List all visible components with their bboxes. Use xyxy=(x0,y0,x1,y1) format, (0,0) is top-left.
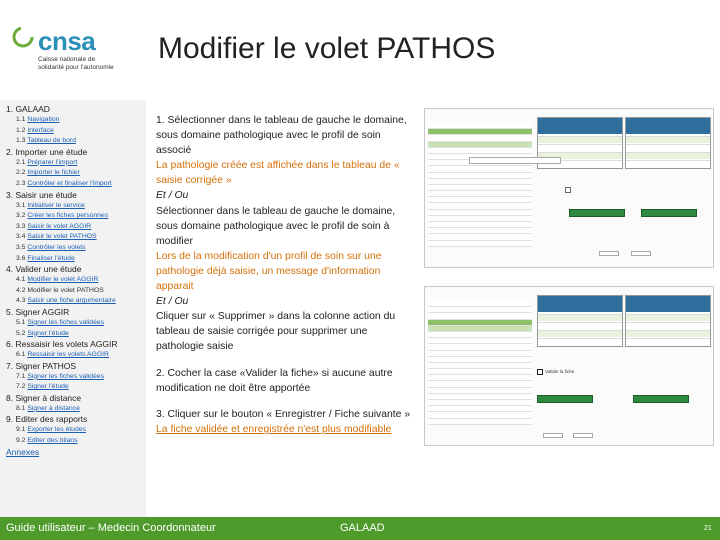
toc-item[interactable] xyxy=(6,350,142,361)
toc-item-number: 2.3 xyxy=(16,179,26,187)
toc-item[interactable] xyxy=(6,211,142,222)
toc-item[interactable] xyxy=(6,168,142,179)
logo-subtitle: Caisse nationale de solidarité pour l'autonomie xyxy=(38,56,114,71)
valider-checkbox-label: Valider la fiche xyxy=(545,369,575,374)
toc-item[interactable] xyxy=(6,404,142,415)
toc-item-number: 3.2 xyxy=(16,212,26,220)
toc-item[interactable] xyxy=(6,126,142,137)
toc-item-number: 7.1 xyxy=(16,372,26,380)
toc-item[interactable] xyxy=(6,136,142,147)
toc-item-link[interactable]: Tableau de bord xyxy=(27,137,76,145)
toc-section[interactable]: 7. Signer PATHOS xyxy=(6,360,77,371)
toc-item-current[interactable] xyxy=(6,286,142,297)
step-1-info-message: Lors de la modification d'un profil de soin sur une pathologie déjà saisie, un message d'information apparait xyxy=(156,250,382,293)
pagination-control[interactable] xyxy=(543,433,563,438)
pathology-tree xyxy=(428,301,532,425)
valider-checkbox[interactable] xyxy=(565,187,571,193)
toc-item-number: 3.3 xyxy=(16,222,26,230)
toc-item-link[interactable]: Saisir le volet AGGIR xyxy=(27,222,92,230)
toc-item-number: 3.4 xyxy=(16,233,26,241)
toc-item-link[interactable]: Interface xyxy=(27,126,54,134)
step-3-note: La fiche validée et enregistrée n'est plus modifiable xyxy=(156,423,392,435)
toc-item-link[interactable]: Saisir le volet PATHOS xyxy=(27,233,97,241)
valider-checkbox[interactable] xyxy=(537,369,543,375)
step-1-text: 1. Sélectionner dans le tableau de gauche le domaine, sous domaine pathologique avec le profil de soin associé xyxy=(156,115,407,157)
pagination-control[interactable] xyxy=(631,251,651,256)
toc-section[interactable]: 9. Editer des rapports xyxy=(6,414,88,425)
step-1-result: La pathologie créée est affichée dans le tableau de « saisie corrigée » xyxy=(156,160,400,187)
toc-section[interactable]: 1. GALAAD xyxy=(6,104,50,114)
screenshot-pathos-table xyxy=(424,108,714,268)
step-1-modify: Sélectionner dans le tableau de gauche le domaine, sous domaine pathologique avec le profil de soin à modifier xyxy=(156,205,396,247)
toc-item-link[interactable]: Exporter les études xyxy=(27,426,86,434)
toc-item-link[interactable]: Contrôler les volets xyxy=(27,243,86,251)
step-2-text: 2. Cocher la case «Valider la fiche» si aucune autre modification ne doit être apportée xyxy=(156,367,393,394)
step-3-text: 3. Cliquer sur le bouton « Enregistrer / Fiche suivante » xyxy=(156,408,411,420)
toc-item-number: 4.2 xyxy=(16,286,26,294)
toc-annexes-link[interactable]: Annexes xyxy=(6,446,40,457)
or-separator: Et / Ou xyxy=(156,190,189,202)
toc-item-link[interactable]: Modifier le volet PATHOS xyxy=(27,286,104,294)
toc-item-number: 1.3 xyxy=(16,137,26,145)
toc-item-link[interactable]: Editer des bilans xyxy=(27,437,78,445)
fiche-suivante-button[interactable] xyxy=(641,209,697,217)
or-separator: Et / Ou xyxy=(156,296,189,308)
toc-section[interactable]: 5. Signer AGGIR xyxy=(6,306,70,317)
toc-item[interactable] xyxy=(6,115,142,126)
cnsa-logo-mark-icon xyxy=(12,26,34,48)
toc-item-link[interactable]: Initialiser le service xyxy=(27,201,85,209)
saisie-table xyxy=(537,295,623,347)
toc-item-number: 7.2 xyxy=(16,383,26,391)
toc-item[interactable] xyxy=(6,296,142,307)
toc-item-link[interactable]: Finaliser l'étude xyxy=(27,254,75,262)
toc-item-number: 3.1 xyxy=(16,201,26,209)
toc-item[interactable] xyxy=(6,382,142,393)
toc-item-link[interactable]: Signer l'étude xyxy=(27,383,69,391)
toc-item[interactable] xyxy=(6,372,142,383)
fiche-suivante-button[interactable] xyxy=(633,395,689,403)
toc-item[interactable] xyxy=(6,158,142,169)
toc-section[interactable]: 4. Valider une étude xyxy=(6,264,82,275)
cnsa-logo xyxy=(8,20,118,80)
enregistrer-button[interactable] xyxy=(569,209,625,217)
toc-item-number: 8.1 xyxy=(16,404,26,412)
footer xyxy=(0,517,720,540)
toc-section[interactable]: 3. Saisir une étude xyxy=(6,189,77,200)
toc-item-number: 2.1 xyxy=(16,158,26,166)
page-number: 21 xyxy=(704,525,712,532)
step-1-delete: Cliquer sur « Supprimer » dans la colonne action du tableau de saisie corrigée pour supprimer une pathologie saisie xyxy=(156,311,396,353)
toc-item-number: 3.6 xyxy=(16,254,26,262)
toc-item[interactable] xyxy=(6,275,142,286)
toc-item-number: 5.1 xyxy=(16,318,26,326)
pagination-control[interactable] xyxy=(573,433,593,438)
pathology-tree xyxy=(428,123,532,247)
footer-app-name: GALAAD xyxy=(340,522,385,534)
toc-item-number: 6.1 xyxy=(16,351,26,359)
toc-item-link[interactable]: Signer les fiches validées xyxy=(27,318,105,326)
toc-item-number: 1.2 xyxy=(16,126,26,134)
toc-item[interactable] xyxy=(6,222,142,233)
toc-item-number: 3.5 xyxy=(16,243,26,251)
toc-item[interactable] xyxy=(6,201,142,212)
toc-item-link[interactable]: Préparer l'import xyxy=(27,158,78,166)
toc-item-link[interactable]: Navigation xyxy=(27,116,60,123)
toc-item[interactable] xyxy=(6,254,142,265)
toc-item[interactable] xyxy=(6,232,142,243)
saisie-corrigee-table xyxy=(625,117,711,169)
saisie-corrigee-table xyxy=(625,295,711,347)
toc-item-link[interactable]: Contrôler et finaliser l'import xyxy=(27,179,112,187)
footer-guide-title: Guide utilisateur – Medecin Coordonnateur xyxy=(6,522,216,534)
toc-item[interactable] xyxy=(6,179,142,190)
toc-item-link[interactable]: Créer les fiches personnes xyxy=(27,212,109,220)
toc-item-link[interactable]: Signer les fiches validées xyxy=(27,372,105,380)
instructions-panel xyxy=(156,113,414,437)
screenshot-validation xyxy=(424,286,714,446)
toc-item-number: 9.2 xyxy=(16,437,26,445)
logo-wordmark: cnsa xyxy=(38,26,96,56)
table-of-contents xyxy=(0,100,146,517)
enregistrer-button[interactable] xyxy=(537,395,593,403)
toc-item-number: 5.2 xyxy=(16,329,26,337)
toc-item[interactable] xyxy=(6,243,142,254)
toc-item[interactable] xyxy=(6,318,142,329)
info-message-popup xyxy=(469,157,561,164)
toc-section[interactable]: 6. Ressaisir les volets AGGIR xyxy=(6,339,118,350)
toc-item[interactable] xyxy=(6,425,142,436)
toc-section[interactable]: 8. Signer à distance xyxy=(6,392,82,403)
toc-item-link[interactable]: Modifier le volet AGGIR xyxy=(27,276,99,284)
toc-item-link[interactable]: Ressaisir les volets AGGIR xyxy=(27,351,109,359)
page-title: Modifier le volet PATHOS xyxy=(158,32,496,65)
toc-item-link[interactable]: Signer l'étude xyxy=(27,329,69,337)
screenshot-header xyxy=(428,291,538,299)
toc-item-link[interactable]: Signer à distance xyxy=(27,404,80,412)
pagination-control[interactable] xyxy=(599,251,619,256)
toc-item-number: 2.2 xyxy=(16,169,26,177)
screenshot-header xyxy=(428,113,538,121)
toc-item[interactable] xyxy=(6,329,142,340)
toc-item-link[interactable]: Saisir une fiche argumentaire xyxy=(27,297,116,305)
toc-item[interactable] xyxy=(6,436,142,447)
toc-item-number: 1.1 xyxy=(16,116,26,123)
toc-item-link[interactable]: Importer le fichier xyxy=(27,169,80,177)
toc-item-number: 4.1 xyxy=(16,276,26,284)
toc-item-number: 4.3 xyxy=(16,297,26,305)
toc-section[interactable]: 2. Importer une étude xyxy=(6,146,88,157)
toc-item-number: 9.1 xyxy=(16,426,26,434)
